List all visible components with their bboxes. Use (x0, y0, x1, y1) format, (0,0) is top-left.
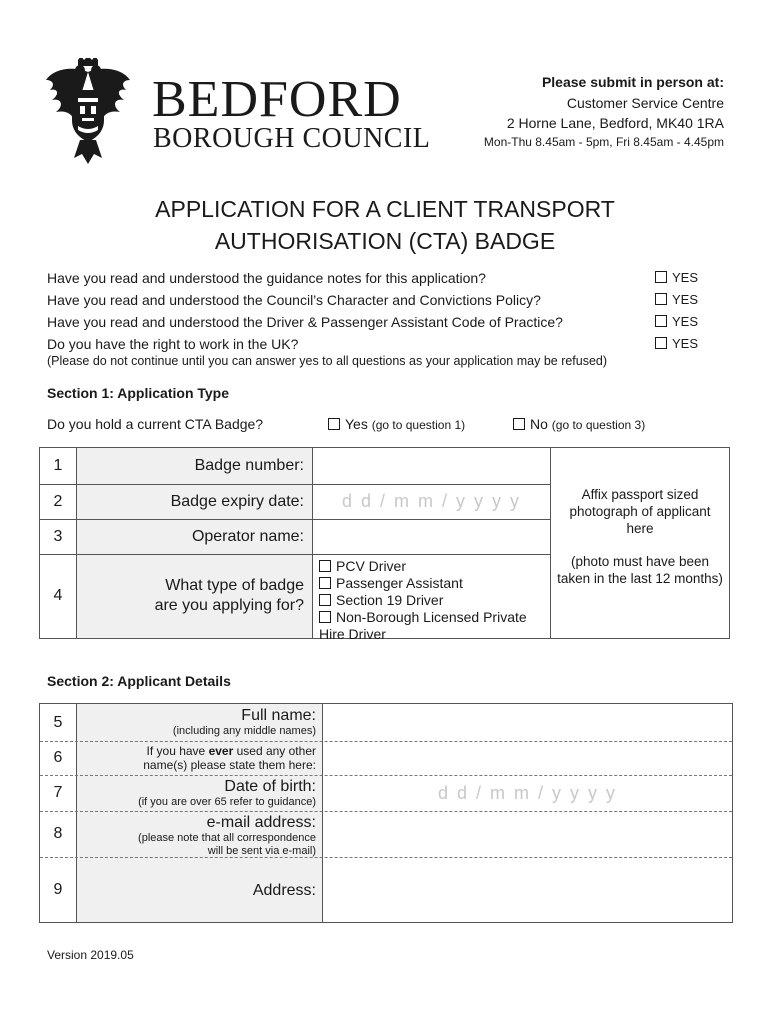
yes-option[interactable]: Yes (go to question 1) (328, 416, 465, 432)
opening-hours: Mon-Thu 8.45am - 5pm, Fri 8.45am - 4.45pm (483, 135, 724, 149)
address-line: Customer Service Centre (566, 95, 724, 111)
eligibility-question: Have you read and understood the Council’s Character and Convictions Policy? (47, 292, 541, 308)
section-heading: Section 2: Applicant Details (47, 673, 231, 689)
applicant-details-table (39, 703, 733, 923)
row-label: If you have ever used any other name(s) please state them here: (77, 741, 323, 775)
version-label: Version 2019.05 (47, 948, 134, 962)
operator-name-input[interactable] (313, 519, 551, 554)
eligibility-question: Have you read and understood the guidance notes for this application? (47, 270, 486, 286)
eligibility-question: Do you have the right to work in the UK? (47, 336, 299, 352)
brand-subtitle: BOROUGH COUNCIL (153, 123, 431, 154)
badge-expiry-input[interactable]: d d / m m / y y y y (313, 484, 551, 519)
row-number: 7 (40, 775, 77, 811)
checkbox-icon[interactable] (655, 293, 667, 305)
badge-type-option[interactable]: Section 19 Driver (279, 592, 550, 609)
row-number: 5 (40, 704, 77, 741)
badge-type-options (273, 554, 551, 642)
checkbox-icon[interactable] (319, 577, 331, 589)
form-title: AUTHORISATION (CTA) BADGE (214, 228, 556, 254)
hold-badge-question: Do you hold a current CTA Badge? (47, 416, 264, 432)
no-option[interactable]: No (go to question 3) (513, 416, 645, 432)
badge-type-option[interactable]: PCV Driver (279, 558, 550, 575)
row-number: 1 (40, 448, 77, 484)
photo-note: (photo must have been taken in the last 12 months) (557, 554, 723, 586)
row-label: Badge number: (77, 448, 313, 484)
row-label: Full name: (including any middle names) (77, 704, 323, 741)
yes-checkbox[interactable]: YES (655, 313, 698, 331)
row-label: e-mail address: (please note that all correspondence will be sent via e-mail) (77, 811, 323, 857)
questions-note: (Please do not continue until you can answer yes to all questions as your application may be refused) (47, 354, 608, 368)
other-names-input[interactable] (323, 741, 732, 775)
checkbox-icon[interactable] (319, 611, 331, 623)
photo-box (551, 448, 729, 638)
badge-number-input[interactable] (313, 448, 551, 484)
address-heading: Please submit in person at: (541, 74, 724, 90)
address-input[interactable] (323, 857, 732, 922)
checkbox-icon[interactable] (513, 418, 525, 430)
badge-type-option[interactable]: Non-Borough Licensed Private Hire Driver (319, 609, 527, 642)
full-name-input[interactable] (323, 704, 732, 741)
row-label: Badge expiry date: (77, 484, 313, 519)
email-input[interactable] (323, 811, 732, 857)
yes-checkbox[interactable]: YES (655, 291, 698, 309)
row-number: 6 (40, 741, 77, 775)
yes-checkbox[interactable]: YES (655, 335, 698, 353)
checkbox-icon[interactable] (319, 560, 331, 572)
row-label: What type of badge are you applying for? (77, 554, 313, 638)
row-number: 8 (40, 811, 77, 857)
form-title: APPLICATION FOR A CLIENT TRANSPORT (155, 196, 615, 222)
row-number: 4 (40, 554, 77, 638)
row-number: 9 (40, 857, 77, 922)
council-crest-logo (44, 58, 132, 166)
date-of-birth-input[interactable]: d d / m m / y y y y (437, 782, 618, 803)
photo-instruction: Affix passport sized photograph of applicant here (569, 487, 711, 536)
badge-type-option[interactable]: Passenger Assistant (279, 575, 550, 592)
eligibility-question: Have you read and understood the Driver & Passenger Assistant Code of Practice? (47, 314, 563, 330)
row-label: Address: (77, 857, 323, 922)
checkbox-icon[interactable] (655, 271, 667, 283)
row-number: 2 (40, 484, 77, 519)
section-heading: Section 1: Application Type (47, 385, 230, 401)
checkbox-icon[interactable] (655, 315, 667, 327)
address-line: 2 Horne Lane, Bedford, MK40 1RA (506, 115, 724, 131)
checkbox-icon[interactable] (655, 337, 667, 349)
application-type-table (39, 447, 730, 642)
row-label: Date of birth: (if you are over 65 refer to guidance) (77, 775, 323, 811)
brand-name: BEDFORD (152, 71, 402, 128)
row-label: Operator name: (77, 519, 313, 554)
row-number: 3 (40, 519, 77, 554)
checkbox-icon[interactable] (328, 418, 340, 430)
checkbox-icon[interactable] (319, 594, 331, 606)
yes-checkbox[interactable]: YES (655, 269, 698, 287)
